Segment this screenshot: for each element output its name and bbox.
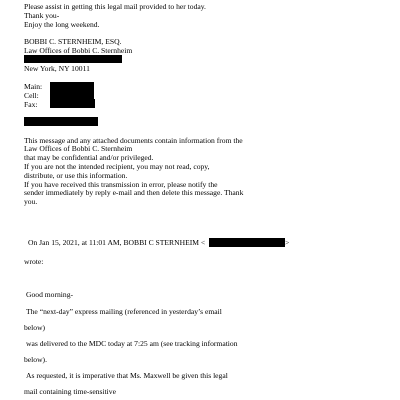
sender-name: BOBBI C. STERNHEIM, ESQ.: [24, 37, 122, 46]
disclaimer-line: If you are not the intended recipient, you may not read, copy,: [24, 162, 210, 171]
phone-main-label: Main:: [24, 82, 43, 91]
body-line: Please assist in getting this legal mail provided to her today.: [24, 2, 206, 11]
quoted-line: As requested, it is imperative that Ms. Maxwell be given this legal: [26, 371, 228, 380]
disclaimer-line: that may be confidential and/or privileged.: [24, 153, 154, 162]
quoted-line: was delivered to the MDC today at 7:25 am (see tracking information: [26, 339, 238, 348]
redaction-email: [24, 117, 98, 126]
phone-fax-label: Fax:: [24, 100, 38, 109]
disclaimer-line: Law Offices of Bobbi C. Sternheim: [24, 144, 133, 153]
law-firm-name: Law Offices of Bobbi C. Sternheim: [24, 46, 133, 55]
redaction-fax: [50, 99, 95, 108]
redaction-address: [24, 55, 122, 63]
redaction-quoted-email: [209, 238, 285, 247]
disclaimer-line: sender immediately by reply e-mail and then delete this message. Thank: [24, 188, 244, 197]
body-line: Thank you-: [24, 11, 60, 20]
phone-fax-row: [24, 100, 51, 109]
quoted-header-prefix: On Jan 15, 2021, at 11:01 AM, BOBBI C STERNHEIM <: [28, 238, 206, 247]
quoted-line: mail containing time-sensitive: [24, 387, 116, 396]
quoted-line: below): [24, 323, 46, 332]
quoted-line: The “next-day” express mailing (referenced in yesterday’s email: [26, 307, 222, 316]
quoted-wrote: wrote:: [24, 257, 44, 266]
phone-main-row: [24, 82, 51, 91]
disclaimer-line: If you have received this transmission in error, please notify the: [24, 180, 218, 189]
disclaimer-line: This message and any attached documents contain information from the: [24, 136, 243, 145]
city-line: New York, NY 10011: [24, 64, 90, 73]
redaction-main-phone: [50, 82, 94, 91]
quoted-line: below).: [24, 355, 47, 364]
phone-cell-row: [24, 91, 51, 100]
disclaimer-line: you.: [24, 197, 38, 206]
body-line: Enjoy the long weekend.: [24, 20, 100, 29]
phone-cell-label: Cell:: [24, 91, 39, 100]
quoted-header-suffix: >: [285, 238, 290, 247]
quoted-greeting: Good morning-: [26, 290, 74, 299]
disclaimer-line: distribute, or use this information.: [24, 171, 128, 180]
